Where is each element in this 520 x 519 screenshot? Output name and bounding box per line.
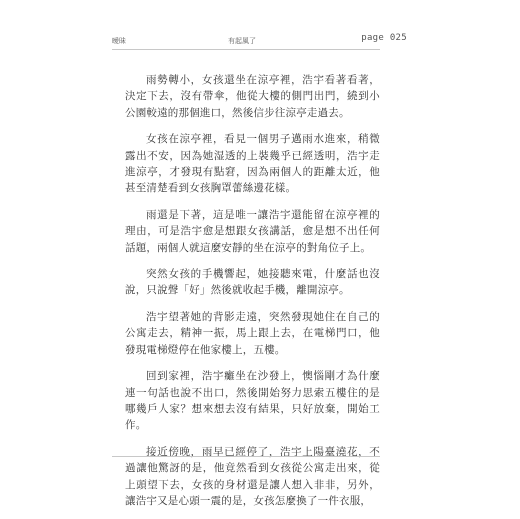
chapter-title: 有起風了 (228, 37, 256, 45)
paragraph: 雨還是下著，這是唯一讓浩宇還能留在涼亭裡的理由，可是浩宇愈是想跟女孩講話，愈是想不出任何話題，兩個人就這麼安靜的坐在涼亭的對角位子上。 (125, 208, 380, 254)
page-number: page 025 (361, 33, 407, 43)
paragraph: 女孩在涼亭裡，看見一個男子邁雨水進來，稍微露出不安，因為她湿透的上裝幾乎已經透明，浩宇走進涼亭，才發現有點窘，因為兩個人的距離太近，他甚至清楚看到女孩胸罩蕾絲邊花樣。 (125, 133, 380, 195)
book-title: 曖昧 (112, 37, 126, 45)
paragraph: 雨勢轉小，女孩還坐在涼亭裡，浩宇看著看著，決定下去，沒有帶傘，他從大樓的側門出門，繞到小公園較遠的那個進口，然後信步往涼亭走過去。 (125, 74, 380, 119)
paragraph: 突然女孩的手機響起，她接聽來電，什麼話也沒說，只說聲「好」然後就收起手機，離開涼亭。 (125, 268, 380, 297)
body-text (125, 72, 380, 519)
paragraph: 接近傍晚，雨早已經停了，浩宇上陽臺澆花，不過讓他驚訝的是，他竟然看到女孩從公寓走出來，從上頭望下去，女孩的身材還是讓人想入非非，另外，讓浩宇又是心頭一震的是，女孩怎麼換了一件衣服， (125, 445, 380, 507)
paragraph: 回到家裡，浩宇癱坐在沙發上，懊惱剛才為什麼連一句話也說不出口，然後開始努力思索五樓住的是哪幾戶人家？想來想去沒有結果，只好放棄，開始工作。 (125, 370, 380, 432)
header-divider (112, 49, 380, 50)
paragraph: 浩宇望著她的背影走遠，突然發現她住在自己的公寓走去，精神一振，馬上跟上去，在電梯門口，他發現電梯燈停在他家樓上，五樓。 (125, 310, 380, 356)
running-header (112, 33, 407, 50)
footer-divider (112, 456, 380, 457)
